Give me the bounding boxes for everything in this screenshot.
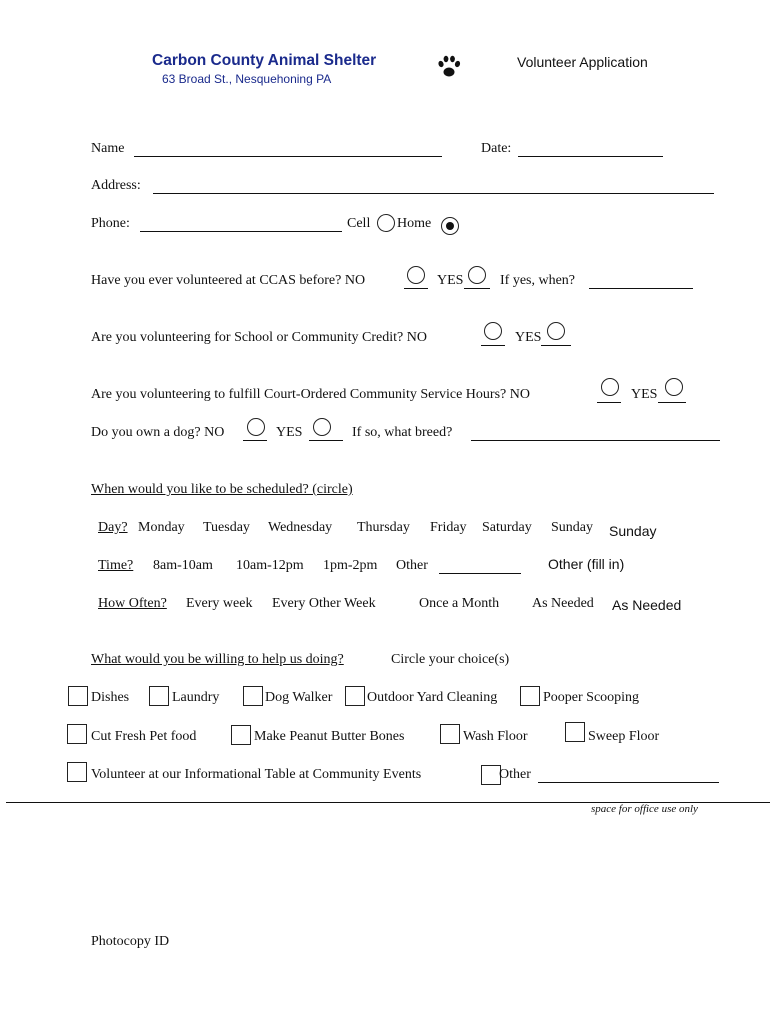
time-option-1pm[interactable]: 1pm-2pm	[323, 558, 378, 573]
name-label: Name	[91, 141, 125, 156]
volunteered-yes-line	[464, 288, 490, 289]
day-option-monday[interactable]: Monday	[138, 520, 185, 535]
help-heading: What would you be willing to help us doing?	[91, 652, 344, 667]
office-use-note: space for office use only	[591, 803, 698, 815]
address-field[interactable]	[153, 193, 714, 194]
school-no-radio[interactable]	[484, 322, 502, 340]
option-other: Other	[499, 767, 531, 782]
if-so-breed-label: If so, what breed?	[352, 425, 453, 440]
dog-yes-radio[interactable]	[313, 418, 331, 436]
school-yes-label: YES	[515, 330, 542, 345]
form-title: Volunteer Application	[517, 54, 648, 70]
day-option-tuesday[interactable]: Tuesday	[203, 520, 250, 535]
home-label: Home	[397, 216, 432, 231]
dog-no-radio[interactable]	[247, 418, 265, 436]
time-other-field[interactable]	[439, 573, 521, 574]
dog-no-line	[243, 440, 267, 441]
option-cut-fresh-pet-food: Cut Fresh Pet food	[91, 729, 197, 744]
day-label: Day?	[98, 520, 128, 535]
org-address: 63 Broad St., Nesquehoning PA	[162, 72, 332, 86]
day-option-saturday[interactable]: Saturday	[482, 520, 532, 535]
date-field[interactable]	[518, 156, 663, 157]
address-label: Address:	[91, 178, 141, 193]
volunteered-no-radio[interactable]	[407, 266, 425, 284]
checkbox-pooper-scooping[interactable]	[520, 686, 540, 706]
schedule-heading: When would you like to be scheduled? (circle)	[91, 482, 353, 497]
checkbox-informational-table[interactable]	[67, 762, 87, 782]
name-field[interactable]	[134, 156, 442, 157]
breed-field[interactable]	[471, 440, 720, 441]
other-field[interactable]	[538, 782, 719, 783]
time-fill-value[interactable]: Other (fill in)	[548, 556, 625, 572]
time-option-10am[interactable]: 10am-12pm	[236, 558, 304, 573]
own-dog-question: Do you own a dog? NO	[91, 425, 225, 440]
often-option-once-a-month[interactable]: Once a Month	[419, 596, 500, 611]
phone-field[interactable]	[140, 231, 342, 232]
photocopy-id-label: Photocopy ID	[91, 934, 170, 949]
option-peanut-butter-bones: Make Peanut Butter Bones	[254, 729, 405, 744]
time-label: Time?	[98, 558, 134, 573]
often-option-every-week[interactable]: Every week	[186, 596, 253, 611]
help-heading-suffix: Circle your choice(s)	[391, 652, 510, 667]
checkbox-dishes[interactable]	[68, 686, 88, 706]
option-laundry: Laundry	[172, 690, 220, 705]
day-option-friday[interactable]: Friday	[430, 520, 467, 535]
option-dog-walker: Dog Walker	[265, 690, 333, 705]
option-informational-table: Volunteer at our Informational Table at Community Events	[91, 767, 422, 782]
paw-print-icon	[436, 54, 462, 80]
option-wash-floor: Wash Floor	[463, 729, 528, 744]
volunteered-no-line	[404, 288, 428, 289]
checkbox-cut-fresh-pet-food[interactable]	[67, 724, 87, 744]
school-yes-radio[interactable]	[547, 322, 565, 340]
court-yes-line	[658, 402, 686, 403]
day-option-sunday[interactable]: Sunday	[551, 520, 593, 535]
volunteered-yes-label: YES	[437, 273, 464, 288]
day-option-thursday[interactable]: Thursday	[357, 520, 410, 535]
checkbox-peanut-butter-bones[interactable]	[231, 725, 251, 745]
dog-yes-line	[309, 440, 343, 441]
school-credit-question: Are you volunteering for School or Community Credit? NO	[91, 330, 427, 345]
home-radio[interactable]	[441, 217, 459, 235]
court-no-line	[597, 402, 621, 403]
option-outdoor-yard-cleaning: Outdoor Yard Cleaning	[367, 690, 498, 705]
day-option-wednesday[interactable]: Wednesday	[268, 520, 333, 535]
org-name: Carbon County Animal Shelter	[152, 52, 377, 69]
checkbox-other[interactable]	[481, 765, 501, 785]
school-no-line	[481, 345, 505, 346]
time-option-other[interactable]: Other	[396, 558, 428, 573]
if-yes-when-label: If yes, when?	[500, 273, 576, 288]
court-ordered-question: Are you volunteering to fulfill Court-Ordered Community Service Hours? NO	[91, 387, 530, 402]
checkbox-dog-walker[interactable]	[243, 686, 263, 706]
volunteered-before-question: Have you ever volunteered at CCAS before? NO	[91, 273, 366, 288]
checkbox-wash-floor[interactable]	[440, 724, 460, 744]
often-option-as-needed[interactable]: As Needed	[532, 596, 594, 611]
cell-label: Cell	[347, 216, 371, 231]
dog-yes-label: YES	[276, 425, 303, 440]
often-label: How Often?	[98, 596, 167, 611]
time-option-8am[interactable]: 8am-10am	[153, 558, 213, 573]
option-dishes: Dishes	[91, 690, 130, 705]
option-sweep-floor: Sweep Floor	[588, 729, 660, 744]
often-fill-value[interactable]: As Needed	[612, 597, 682, 613]
day-fill-value[interactable]: Sunday	[609, 523, 657, 539]
checkbox-outdoor-yard-cleaning[interactable]	[345, 686, 365, 706]
if-yes-when-field[interactable]	[589, 288, 693, 289]
checkbox-laundry[interactable]	[149, 686, 169, 706]
checkbox-sweep-floor[interactable]	[565, 722, 585, 742]
cell-radio[interactable]	[377, 214, 395, 232]
date-label: Date:	[481, 141, 512, 156]
court-yes-label: YES	[631, 387, 658, 402]
volunteered-yes-radio[interactable]	[468, 266, 486, 284]
court-yes-radio[interactable]	[665, 378, 683, 396]
often-option-every-other-week[interactable]: Every Other Week	[272, 596, 376, 611]
school-yes-line	[541, 345, 571, 346]
phone-label: Phone:	[91, 216, 130, 231]
option-pooper-scooping: Pooper Scooping	[543, 690, 640, 705]
court-no-radio[interactable]	[601, 378, 619, 396]
